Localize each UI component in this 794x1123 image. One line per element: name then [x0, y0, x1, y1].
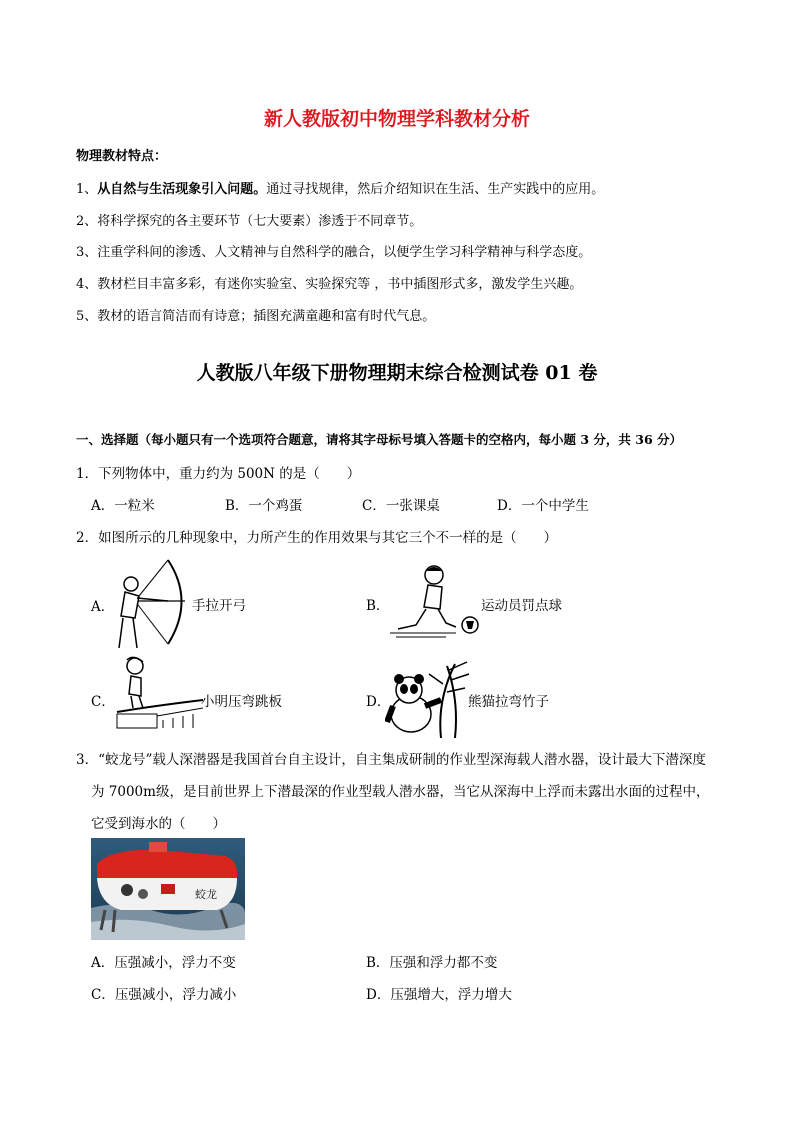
feature-bold-lead: 从自然与生活现象引入问题。	[97, 182, 267, 197]
q2-option-a-letter: A．	[91, 599, 115, 615]
q2-caption-a: 手拉开弓	[192, 598, 246, 614]
features-heading: 物理教材特点：	[76, 149, 168, 164]
feature-item-3	[76, 241, 591, 260]
q3-option-b: B．压强和浮力都不变	[366, 955, 498, 971]
question-2-stem: 2．如图所示的几种现象中，力所产生的作用效果与其它三个不一样的是（ ）	[76, 530, 558, 546]
archer-illustration	[113, 556, 193, 651]
feature-number: 3、	[76, 245, 98, 260]
exam-title: 人教版八年级下册物理期末综合检测试卷 01 卷	[196, 362, 598, 384]
q2-caption-d: 熊猫拉弯竹子	[468, 694, 549, 710]
question-1-stem: 1．下列物体中，重力约为 500N 的是（ ）	[76, 466, 361, 482]
q3-option-c: C．压强减小，浮力减小	[91, 987, 237, 1003]
feature-item-5	[76, 305, 435, 324]
question-3-stem-line3: 它受到海水的（ ）	[91, 816, 226, 832]
feature-text: 教材的语言简洁而有诗意；插图充满童趣和富有时代气息。	[97, 309, 436, 324]
q3-option-d: D．压强增大，浮力增大	[366, 987, 512, 1003]
q1-option-d: D．一个中学生	[497, 498, 589, 514]
panda-bamboo-illustration	[385, 660, 475, 738]
feature-number: 1、	[76, 182, 98, 197]
feature-text: 教材栏目丰富多彩，有迷你实验室、实验探究等 ，书中插图形式多，激发学生兴趣。	[97, 277, 583, 292]
feature-number: 2、	[76, 214, 98, 229]
q1-option-c: C．一张课桌	[362, 498, 440, 514]
section-heading-choice: 一、选择题（每小题只有一个选项符合题意，请将其字母标号填入答题卡的空格内，每小题 3 分，共 36 分）	[76, 432, 683, 447]
q2-caption-c: 小明压弯跳板	[201, 694, 282, 710]
submersible-hull-text: 蛟龙	[195, 888, 217, 901]
feature-item-4	[76, 273, 582, 292]
jiaolong-submersible-photo	[91, 838, 245, 940]
q3-option-a: A．压强减小，浮力不变	[91, 955, 236, 971]
feature-text: 通过寻找规律，然后介绍知识在生活、生产实践中的应用。	[266, 182, 605, 197]
feature-text: 将科学探究的各主要环节（七大要素）渗透于不同章节。	[97, 214, 423, 229]
football-player-illustration	[386, 563, 481, 643]
feature-text: 注重学科间的渗透、人文精神与自然科学的融合，以便学生学习科学精神与科学态度。	[97, 245, 592, 260]
question-3-stem-line1: 3．“蛟龙号”载人深潜器是我国首台自主设计，自主集成研制的作业型深海载人潜水器，设计最大下潜深度	[76, 752, 706, 768]
diving-board-illustration	[113, 656, 203, 731]
q1-option-a: A．一粒米	[91, 498, 155, 514]
feature-number: 5、	[76, 309, 98, 324]
feature-item-1	[76, 178, 604, 197]
q2-option-d-letter: D．	[366, 694, 391, 710]
q2-caption-b: 运动员罚点球	[481, 598, 562, 614]
question-3-stem-line2: 为 7000m级，是目前世界上下潜最深的作业型载人潜水器，当它从深海中上浮而未露出水面的过程中，	[91, 784, 710, 800]
q2-option-b-letter: B．	[366, 598, 390, 614]
feature-item-2	[76, 210, 422, 229]
feature-number: 4、	[76, 277, 98, 292]
document-title: 新人教版初中物理学科教材分析	[263, 108, 530, 130]
q2-option-c-letter: C．	[91, 694, 115, 710]
q1-option-b: B．一个鸡蛋	[225, 498, 303, 514]
